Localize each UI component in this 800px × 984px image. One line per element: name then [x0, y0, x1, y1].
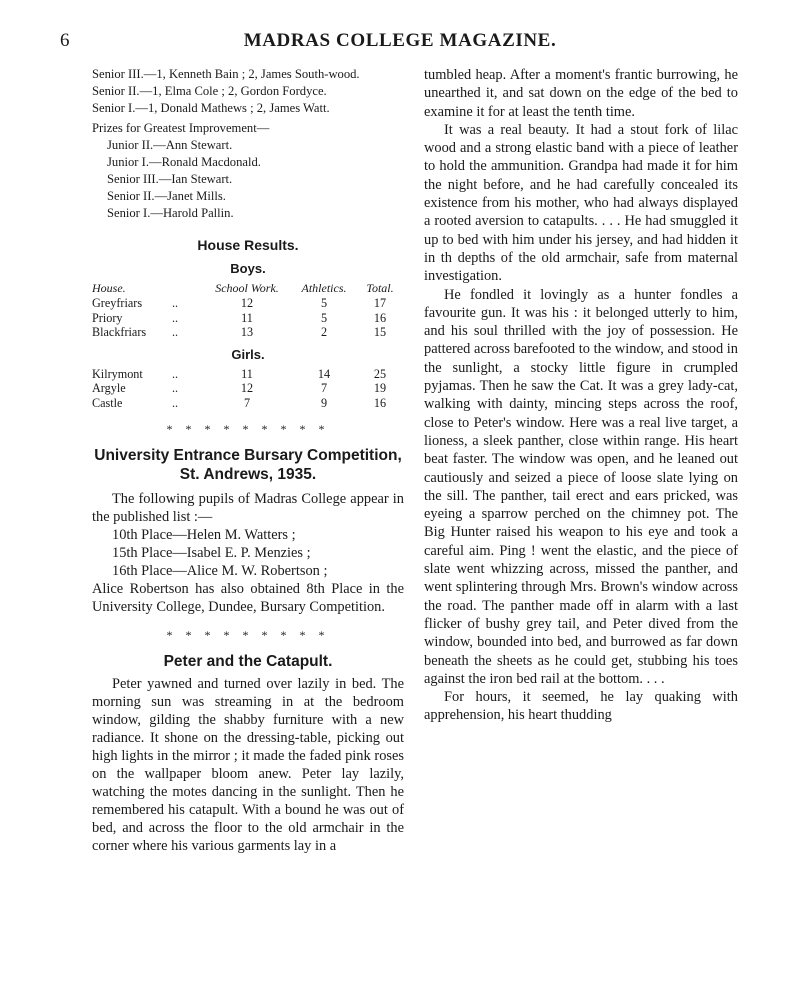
school-work-score: 13 — [240, 325, 254, 339]
table-row — [92, 296, 404, 311]
total-score: 16 — [373, 310, 387, 325]
improvement-line: Junior I.—Ronald Macdonald. — [107, 155, 261, 169]
bursary-list-item: 15th Place—Isabel E. P. Menzies ; — [112, 545, 311, 561]
prize-line: Senior II.—1, Elma Cole ; 2, Gordon Fordyce. — [92, 84, 327, 98]
total-score: 17 — [373, 296, 387, 310]
bursary-list-item: 10th Place—Helen M. Watters ; — [112, 527, 296, 543]
house-name: Kilrymont — [92, 366, 143, 381]
boys-results-table — [92, 281, 404, 340]
school-work-score: 12 — [240, 381, 254, 395]
athletics-score: 5 — [320, 310, 328, 325]
leader-dots: .. — [172, 296, 179, 310]
section-divider: * * * * * * * * * — [166, 628, 330, 642]
total-score: 15 — [373, 325, 387, 339]
school-work-score: 7 — [243, 395, 251, 410]
table-row — [92, 381, 404, 396]
leader-dots: .. — [172, 310, 179, 325]
athletics-score: 5 — [320, 296, 328, 310]
house-name: Blackfriars — [92, 325, 147, 339]
leader-dots: .. — [172, 381, 179, 395]
improvement-heading: Prizes for Greatest Improvement— — [92, 121, 270, 135]
story-title: Peter and the Catapult. — [163, 653, 333, 670]
table-row — [92, 396, 404, 411]
total-score: 19 — [373, 381, 387, 395]
improvement-line: Senior III.—Ian Stewart. — [107, 172, 233, 186]
bursary-intro: The following pupils of Madras College appear in the published list :— — [92, 491, 404, 525]
improvement-line: Senior II.—Janet Mills. — [107, 189, 226, 203]
school-work-score: 11 — [241, 310, 253, 325]
table-header-row — [92, 281, 404, 296]
col-header-total: Total. — [366, 281, 394, 295]
story-paragraph: tumbled heap. After a moment's frantic burrowing, he unearthed it, and sat down on the edge of the bed to examine it for at least the tenth time. — [424, 67, 738, 120]
house-name: Greyfriars — [92, 296, 143, 310]
girls-results-table — [92, 367, 404, 411]
table-row — [92, 325, 404, 340]
col-header-house: House. — [92, 281, 126, 295]
athletics-score: 14 — [317, 366, 331, 381]
improvement-line: Junior II.—Ann Stewart. — [107, 138, 233, 152]
school-work-score: 11 — [241, 366, 253, 381]
magazine-title: MADRAS COLLEGE MAGAZINE. — [243, 30, 557, 51]
story-paragraph: He fondled it lovingly as a hunter fondles a favourite gun. It was his : it belonged utterly to him, and his soul thrilled with the joy of possession. He pattered across barefooted to the window, and stood in the sunlight, a stocky little figure in crumpled pyjamas. Then he saw the Cat. It was a grey lady-cat, walking with dainty, mincing steps across the roof, close to Peter's window. Here was a real live target, a lioness, a sleek panther, close within range. His heart beat faster. The window was open, and he leaned out cautiously and seized a piece of loose slate lying on the sill. The panther, tail erect and ears pricked, was eyeing a sparrow perched on the chimney pot. The Big Hunter raised his weapon to his eye and took a careful aim. Ping ! went the elastic, and the piece of slate went whizzing across, missed the panther, and went splintering through Mrs. Brown's window across the road. The panther made off in alarm with a last flicker of bushy grey tail, and Peter dived from the window, bounded into bed, and burrowed as far down beneath the sheets as he could get, stubbing his toes against the iron bed rail at the bottom. . . . — [424, 286, 738, 687]
house-name: Priory — [92, 310, 123, 325]
school-work-score: 12 — [240, 296, 254, 310]
left-column — [92, 66, 404, 855]
athletics-score: 7 — [320, 381, 328, 395]
athletics-score: 2 — [320, 325, 328, 339]
bursary-note: Alice Robertson has also obtained 8th Place in the University College, Dundee, Bursary Competition. — [92, 581, 404, 615]
boys-heading: Boys. — [230, 261, 266, 276]
table-row — [92, 311, 404, 326]
story-paragraph: It was a real beauty. It had a stout fork of lilac wood and a strong elastic band with a piece of leather to hold the ammunition. Grandpa had made it for him the night before, and he had carefully concealed its existence from his mother, who had always displayed a rooted aversion to catapults. . . . He had smuggled it up to bed with him under his jersey, and had hidden it in th depths of the old armchair, safe from maternal investigation. — [424, 121, 738, 285]
girls-heading: Girls. — [231, 346, 265, 362]
col-header-school-work: School Work. — [215, 281, 279, 295]
right-column — [424, 66, 738, 725]
page-number: 6 — [60, 30, 70, 51]
table-row — [92, 367, 404, 382]
house-results-heading: House Results. — [197, 237, 299, 253]
athletics-score: 9 — [320, 395, 328, 410]
house-name: Argyle — [92, 381, 126, 395]
prize-line: Senior I.—1, Donald Mathews ; 2, James Watt. — [92, 101, 330, 115]
bursary-list-item: 16th Place—Alice M. W. Robertson ; — [112, 563, 328, 579]
section-divider: * * * * * * * * * — [166, 422, 330, 436]
col-header-athletics: Athletics. — [301, 281, 347, 295]
prize-line: Senior III.—1, Kenneth Bain ; 2, James South-wood. — [92, 67, 360, 81]
total-score: 16 — [373, 395, 387, 410]
story-paragraph: For hours, it seemed, he lay quaking with apprehension, his heart thudding — [424, 689, 738, 724]
bursary-section-title: University Entrance Bursary Competition, St. Andrews, 1935. — [94, 447, 402, 483]
story-paragraph: Peter yawned and turned over lazily in bed. The morning sun was streaming in at the bedroom window, gilding the shabby furniture with a new radiance. It shone on the dressing-table, picking out high lights in the mirror ; it made the faded pink roses on the wallpaper bloom anew. Peter lay lazily, watching the motes dancing in the sunlight. Then he remembered his catapult. With a bound he was out of bed, and across the floor to the old armchair in the corner where his various garments lay in a — [92, 676, 404, 854]
leader-dots: .. — [172, 395, 179, 410]
total-score: 25 — [373, 366, 387, 381]
improvement-line: Senior I.—Harold Pallin. — [107, 206, 234, 220]
page-header — [60, 30, 740, 54]
leader-dots: .. — [172, 366, 179, 381]
leader-dots: .. — [172, 325, 179, 339]
house-name: Castle — [92, 395, 123, 410]
